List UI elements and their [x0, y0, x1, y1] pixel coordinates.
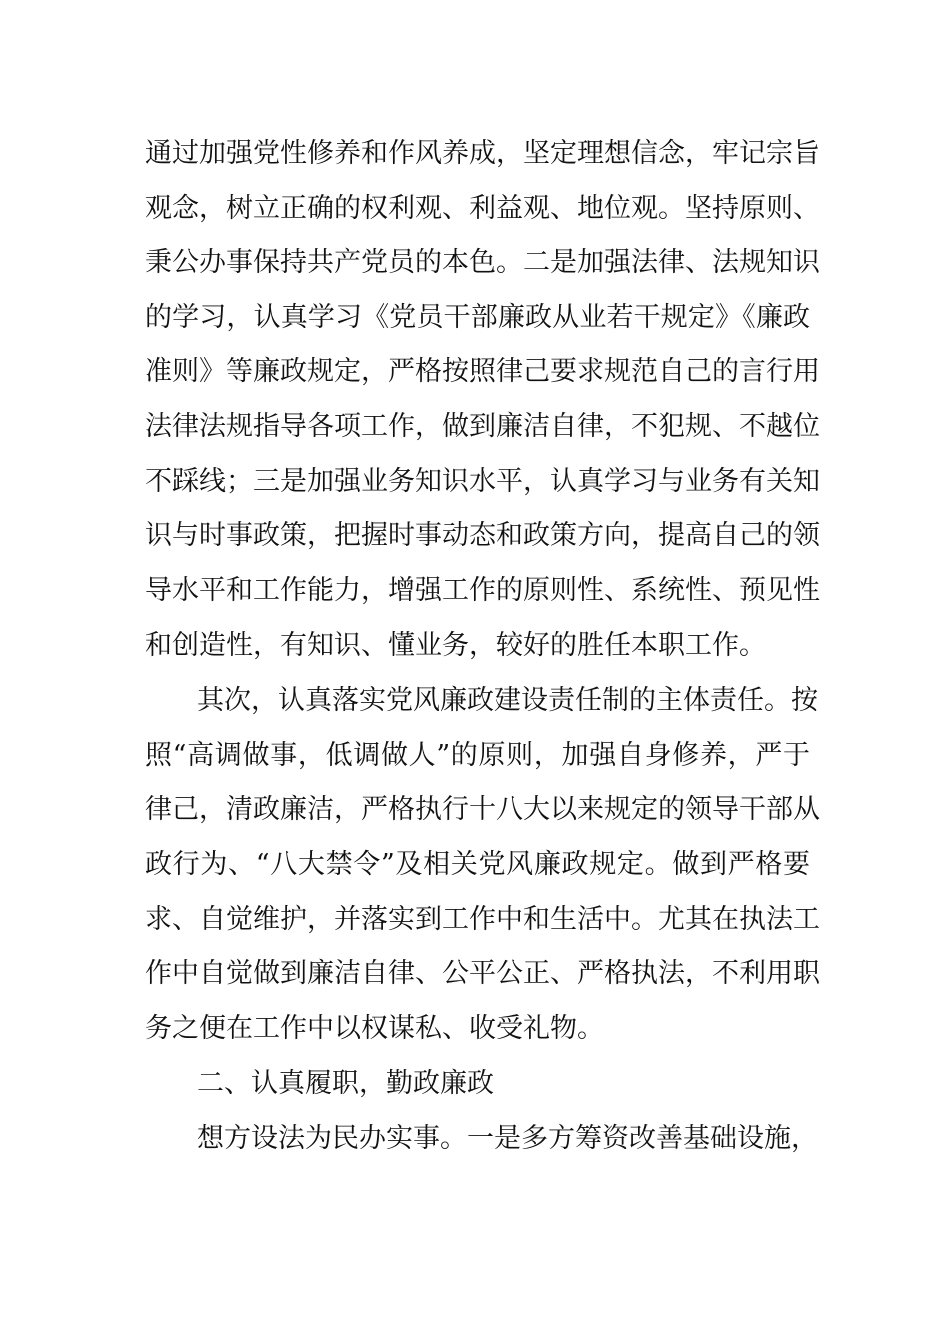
paragraph-line: 作中自觉做到廉洁自律、公平公正、严格执法，不利用职 — [145, 958, 820, 989]
paragraph-line: 律己，清政廉洁，严格执行十八大以来规定的领导干部从 — [145, 794, 820, 825]
paragraph-line: 导水平和工作能力，增强工作的原则性、系统性、预见性 — [145, 575, 820, 606]
paragraph-line: 识与时事政策，把握时事动态和政策方向，提高自己的领 — [145, 520, 820, 551]
paragraph-line: 通过加强党性修养和作风养成，坚定理想信念，牢记宗旨 — [145, 138, 820, 169]
paragraph-line: 想方设法为民办实事。一是多方筹资改善基础设施， — [197, 1123, 818, 1154]
paragraph-line: 不踩线；三是加强业务知识水平，认真学习与业务有关知 — [145, 466, 820, 497]
paragraph-line: 准则》等廉政规定，严格按照律己要求规范自己的言行用 — [145, 356, 820, 387]
paragraph-line: 务之便在工作中以权谋私、收受礼物。 — [145, 1013, 604, 1044]
paragraph-line: 的学习，认真学习《党员干部廉政从业若干规定》《廉政 — [145, 302, 810, 333]
paragraph-line: 政行为、“八大禁令”及相关党风廉政规定。做到严格要 — [145, 849, 810, 880]
paragraph-line: 秉公办事保持共产党员的本色。二是加强法律、法规知识 — [145, 247, 820, 278]
section-heading: 二、认真履职，勤政廉政 — [197, 1068, 494, 1099]
paragraph-line: 和创造性，有知识、懂业务，较好的胜任本职工作。 — [145, 630, 766, 661]
paragraph-line: 法律法规指导各项工作，做到廉洁自律，不犯规、不越位 — [145, 411, 820, 442]
paragraph-line: 其次，认真落实党风廉政建设责任制的主体责任。按 — [197, 685, 818, 716]
paragraph-line: 照“高调做事，低调做人”的原则，加强自身修养，严于 — [145, 740, 810, 771]
paragraph-line: 观念，树立正确的权利观、利益观、地位观。坚持原则、 — [145, 193, 820, 224]
paragraph-line: 求、自觉维护，并落实到工作中和生活中。尤其在执法工 — [145, 904, 820, 935]
